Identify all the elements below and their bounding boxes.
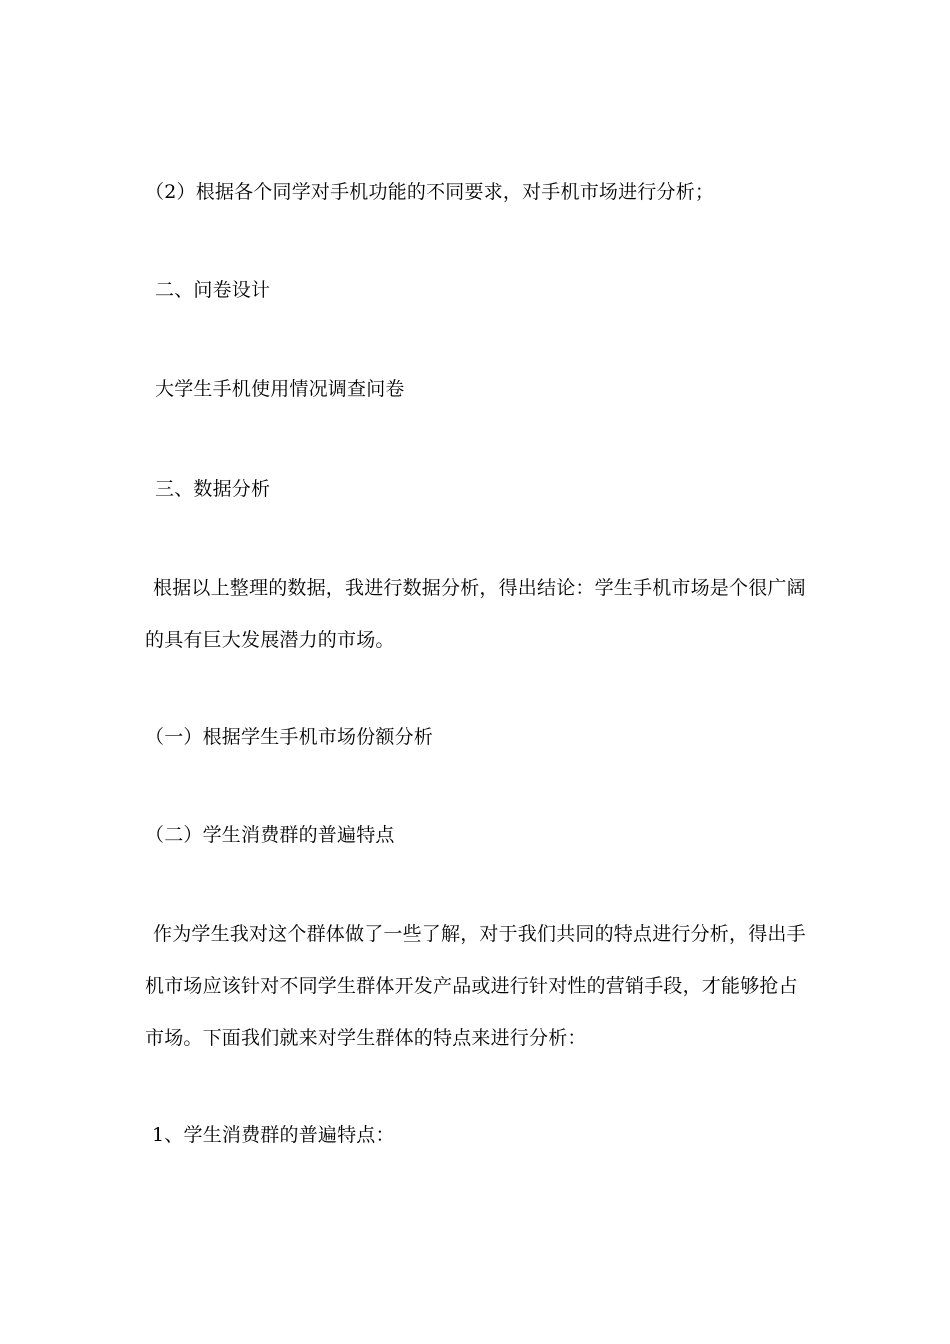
section-heading-questionnaire-design: 二、问卷设计 bbox=[155, 279, 271, 301]
paragraph-line: 作为学生我对这个群体做了一些了解，对于我们共同的特点进行分析，得出手 bbox=[153, 923, 806, 945]
subsection-heading-student-characteristics: （二）学生消费群的普遍特点 bbox=[145, 824, 395, 846]
paragraph-conclusion bbox=[145, 562, 806, 666]
paragraph-line: 市场。下面我们就来对学生群体的特点来进行分析： bbox=[145, 1027, 587, 1049]
paragraph-line: 的具有巨大发展潜力的市场。 bbox=[145, 629, 395, 651]
section-heading-data-analysis: 三、数据分析 bbox=[155, 478, 271, 500]
subsection-heading-market-share: （一）根据学生手机市场份额分析 bbox=[145, 726, 434, 748]
paragraph-line: 机市场应该针对不同学生群体开发产品或进行针对性的营销手段，才能够抢占 bbox=[145, 975, 798, 997]
paragraph-line: 根据以上整理的数据，我进行数据分析，得出结论：学生手机市场是个很广阔 bbox=[153, 577, 806, 599]
list-item-1-heading: 1、学生消费群的普遍特点： bbox=[152, 1124, 395, 1146]
paragraph-item-2-requirements: （2）根据各个同学对手机功能的不同要求，对手机市场进行分析； bbox=[145, 181, 715, 203]
paragraph-student-group-analysis bbox=[145, 908, 806, 1064]
questionnaire-title: 大学生手机使用情况调查问卷 bbox=[155, 378, 405, 400]
